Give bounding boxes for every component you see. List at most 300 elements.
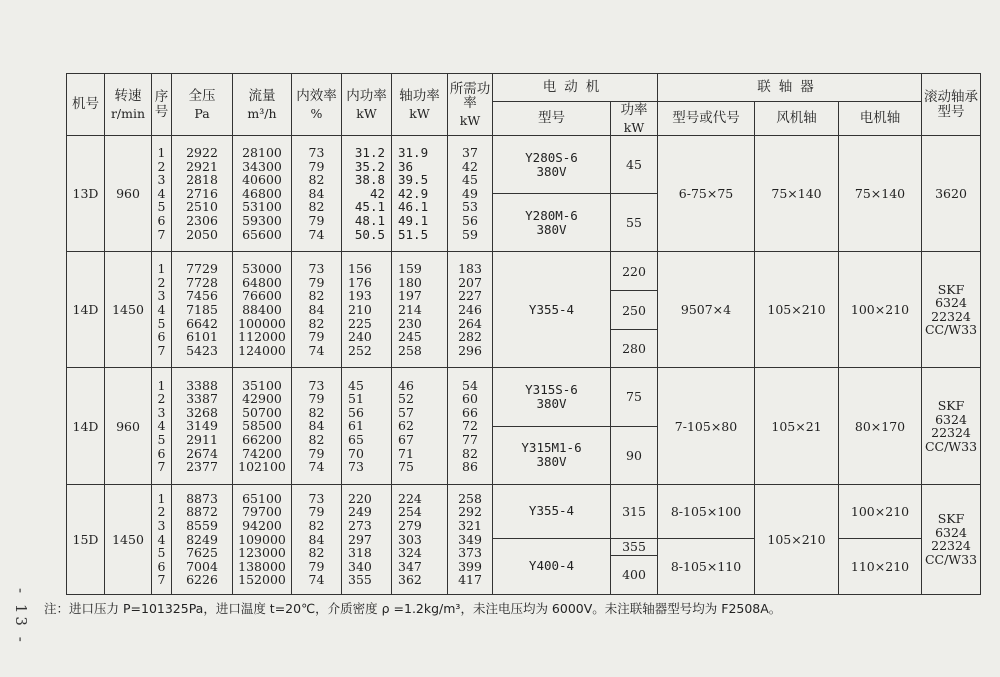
cell-line: 72 — [462, 418, 478, 434]
cell-line: 2 — [157, 391, 166, 407]
pressure-cell — [172, 252, 233, 368]
header-seq: 序号 — [152, 74, 172, 136]
cell-line: 7004 — [186, 558, 218, 574]
cell-line: 1 — [157, 261, 166, 277]
cell-line: 273 — [348, 517, 372, 533]
header-machine-no: 机号 — [67, 74, 105, 136]
motor-model-cell: Y280M-6 380V — [493, 194, 611, 252]
flow-cell — [233, 484, 292, 594]
cell-line: 279 — [398, 517, 422, 533]
flow-cell — [233, 136, 292, 252]
cell-line: 7 — [157, 572, 166, 588]
cell-line: 35.2 — [354, 158, 385, 174]
cell-line: 6324 — [935, 524, 967, 540]
cell-line: 6 — [157, 445, 166, 461]
cell-line: 3387 — [186, 391, 218, 407]
cell-line: 399 — [458, 558, 482, 574]
fan-spec-table — [66, 73, 981, 595]
cell-line: 45 — [348, 377, 364, 393]
cell-line: 82 — [308, 199, 325, 215]
cell-line: 252 — [348, 342, 372, 358]
cell-line: 82 — [308, 404, 325, 420]
cell-line: 5 — [157, 199, 166, 215]
efficiency-cell — [292, 368, 342, 484]
header-pressure: 全压 Pa — [172, 74, 233, 136]
machine-cell: 13D — [67, 136, 105, 252]
cell-line: 51.5 — [398, 226, 429, 242]
cell-line: 2818 — [186, 172, 218, 188]
cell-line: 46800 — [242, 185, 282, 201]
motor-model-cell: Y400-4 — [493, 538, 611, 594]
cell-line: 5 — [157, 545, 166, 561]
cell-line: 3 — [157, 172, 166, 188]
efficiency-cell — [292, 484, 342, 594]
cell-line: 73 — [308, 145, 325, 161]
header-motor-power: 功率 kW — [611, 102, 658, 136]
cell-line: 2911 — [186, 431, 218, 447]
shaft-power-cell — [392, 484, 448, 594]
cell-line: 224 — [398, 490, 422, 506]
motor-model-cell: Y355-4 — [493, 484, 611, 538]
cell-line: 73 — [348, 459, 364, 475]
cell-line: 8872 — [186, 504, 218, 520]
cell-line: 102100 — [238, 459, 286, 475]
cell-line: 77 — [462, 431, 478, 447]
cell-line: 7729 — [186, 261, 218, 277]
cell-line: 66 — [462, 404, 478, 420]
coupling-cell: 6-75×75 — [658, 136, 755, 252]
cell-line: 7456 — [186, 288, 218, 304]
cell-line: 240 — [348, 329, 372, 345]
header-bearing: 滚动轴承型号 — [922, 74, 981, 136]
cell-line: 82 — [308, 431, 325, 447]
cell-line: 282 — [458, 329, 482, 345]
header-coupling: 联轴器 — [658, 74, 922, 102]
cell-line: 84 — [308, 418, 325, 434]
cell-line: 73 — [308, 490, 325, 506]
cell-line: 2921 — [186, 158, 218, 174]
cell-line: 40600 — [242, 172, 282, 188]
motor-power-cell: 220 — [611, 252, 658, 291]
cell-line: 65100 — [242, 490, 282, 506]
motor-power-cell: 315 — [611, 484, 658, 538]
cell-line: 258 — [458, 490, 482, 506]
cell-line: 58500 — [242, 418, 282, 434]
motor-shaft-cell: 100×210 — [839, 484, 922, 538]
header-motor: 电动机 — [493, 74, 658, 102]
cell-line: 138000 — [238, 558, 286, 574]
cell-line: 73 — [308, 377, 325, 393]
cell-line: SKF — [937, 281, 965, 297]
cell-line: 37 — [462, 145, 478, 161]
cell-line: 6324 — [935, 295, 967, 311]
table-row — [67, 252, 981, 291]
internal-power-cell — [342, 484, 392, 594]
table-row — [67, 484, 981, 538]
cell-line: 74 — [308, 226, 325, 242]
motor-power-cell: 75 — [611, 368, 658, 426]
cell-line: 82 — [308, 172, 325, 188]
cell-line: 53 — [462, 199, 478, 215]
cell-line: 4 — [157, 302, 166, 318]
shaft-power-cell — [392, 368, 448, 484]
cell-line: 79 — [308, 274, 325, 290]
cell-line: 74 — [308, 572, 325, 588]
cell-line: 75 — [398, 459, 414, 475]
required-power-cell — [448, 368, 493, 484]
pressure-cell — [172, 484, 233, 594]
required-power-cell — [448, 252, 493, 368]
cell-line: 42 — [369, 185, 385, 201]
cell-line: 347 — [398, 558, 422, 574]
cell-line: 220 — [348, 490, 372, 506]
machine-cell: 15D — [67, 484, 105, 594]
coupling-cell: 8-105×100 — [658, 484, 755, 538]
internal-power-cell — [342, 136, 392, 252]
flow-cell — [233, 368, 292, 484]
seq-cell — [152, 136, 172, 252]
cell-line: 4 — [157, 418, 166, 434]
cell-line: 124000 — [238, 342, 286, 358]
cell-line: 2922 — [186, 145, 218, 161]
cell-line: 79 — [308, 213, 325, 229]
cell-line: 5 — [157, 315, 166, 331]
cell-line: 56 — [462, 213, 478, 229]
cell-line: 183 — [458, 261, 482, 277]
header-coupling-model: 型号或代号 — [658, 102, 755, 136]
cell-line: 76600 — [242, 288, 282, 304]
cell-line: 57 — [398, 404, 414, 420]
cell-line: 82 — [308, 517, 325, 533]
cell-line: SKF — [937, 397, 965, 413]
cell-line: 246 — [458, 302, 482, 318]
cell-line: 86 — [462, 459, 478, 475]
cell-line: 53000 — [242, 261, 282, 277]
cell-line: 207 — [458, 274, 482, 290]
cell-line: 197 — [398, 288, 422, 304]
machine-cell: 14D — [67, 368, 105, 484]
table-row — [67, 136, 981, 194]
header-flow: 流量 m³/h — [233, 74, 292, 136]
cell-line: 4 — [157, 185, 166, 201]
motor-shaft-cell: 100×210 — [839, 252, 922, 368]
internal-power-cell — [342, 368, 392, 484]
cell-line: 46.1 — [398, 199, 429, 215]
cell-line: 61 — [348, 418, 364, 434]
cell-line: 82 — [308, 288, 325, 304]
cell-line: 38.8 — [354, 172, 385, 188]
cell-line: 3149 — [186, 418, 218, 434]
cell-line: 373 — [458, 545, 482, 561]
motor-power-cell: 280 — [611, 330, 658, 368]
cell-line: 100000 — [238, 315, 286, 331]
cell-line: 6642 — [186, 315, 218, 331]
cell-line: 214 — [398, 302, 422, 318]
cell-line: 79 — [308, 504, 325, 520]
bearing-cell — [922, 136, 981, 252]
cell-line: 45 — [462, 172, 478, 188]
motor-model-cell: Y315S-6 380V — [493, 368, 611, 426]
cell-line: 34300 — [242, 158, 282, 174]
seq-cell — [152, 484, 172, 594]
speed-cell: 1450 — [105, 484, 152, 594]
bearing-cell — [922, 252, 981, 368]
cell-line: CC/W33 — [924, 551, 978, 567]
cell-line: 84 — [308, 302, 325, 318]
cell-line: 5 — [157, 431, 166, 447]
cell-line: 4 — [157, 531, 166, 547]
cell-line: 7625 — [186, 545, 218, 561]
cell-line: 5423 — [186, 342, 218, 358]
cell-line: 79 — [308, 329, 325, 345]
footnote: 注：进口压力 P=101325Pa，进口温度 t=20℃，介质密度 ρ =1.2kg/m³，未注电压均为 6000V。未注联轴器型号均为 F2508A。 — [44, 601, 782, 616]
header-motor-model: 型号 — [493, 102, 611, 136]
cell-line: 355 — [348, 572, 372, 588]
fan-shaft-cell: 105×210 — [755, 252, 839, 368]
cell-line: 74 — [308, 459, 325, 475]
cell-line: 6324 — [935, 411, 967, 427]
table-row — [67, 368, 981, 426]
cell-line: 296 — [458, 342, 482, 358]
cell-line: 48.1 — [354, 213, 385, 229]
cell-line: 84 — [308, 185, 325, 201]
cell-line: 2050 — [186, 226, 218, 242]
motor-shaft-cell: 110×210 — [839, 538, 922, 594]
machine-cell: 14D — [67, 252, 105, 368]
fan-shaft-cell: 75×140 — [755, 136, 839, 252]
motor-power-cell: 55 — [611, 194, 658, 252]
cell-line: 6 — [157, 329, 166, 345]
motor-power-cell: 400 — [611, 555, 658, 594]
cell-line: 230 — [398, 315, 422, 331]
header-internal-power: 内功率 kW — [342, 74, 392, 136]
cell-line: 362 — [398, 572, 422, 588]
pressure-cell — [172, 368, 233, 484]
cell-line: 71 — [398, 445, 414, 461]
cell-line: 22324 — [931, 538, 971, 554]
cell-line: 349 — [458, 531, 482, 547]
cell-line: CC/W33 — [924, 322, 978, 338]
header-speed: 转速 r/min — [105, 74, 152, 136]
cell-line: 2674 — [186, 445, 218, 461]
cell-line: 39.5 — [398, 172, 429, 188]
cell-line: 2510 — [186, 199, 218, 215]
coupling-cell: 7-105×80 — [658, 368, 755, 484]
cell-line: 79 — [308, 445, 325, 461]
cell-line: 7 — [157, 459, 166, 475]
motor-model-cell: Y280S-6 380V — [493, 136, 611, 194]
motor-power-cell: 250 — [611, 291, 658, 330]
cell-line: 74200 — [242, 445, 282, 461]
bearing-cell — [922, 484, 981, 594]
cell-line: 7185 — [186, 302, 218, 318]
cell-line: 258 — [398, 342, 422, 358]
seq-cell — [152, 368, 172, 484]
cell-line: 49.1 — [398, 213, 429, 229]
cell-line: 36 — [398, 158, 414, 174]
flow-cell — [233, 252, 292, 368]
cell-line: 59300 — [242, 213, 282, 229]
header-motor-shaft: 电机轴 — [839, 102, 922, 136]
cell-line: 79 — [308, 558, 325, 574]
motor-shaft-cell: 80×170 — [839, 368, 922, 484]
cell-line: 74 — [308, 342, 325, 358]
header-efficiency: 内效率 % — [292, 74, 342, 136]
cell-line: 3620 — [935, 185, 967, 201]
cell-line: 50700 — [242, 404, 282, 420]
coupling-cell: 9507×4 — [658, 252, 755, 368]
cell-line: 245 — [398, 329, 422, 345]
cell-line: 227 — [458, 288, 482, 304]
cell-line: 88400 — [242, 302, 282, 318]
cell-line: 152000 — [238, 572, 286, 588]
cell-line: 52 — [398, 391, 414, 407]
cell-line: 82 — [308, 315, 325, 331]
cell-line: 84 — [308, 531, 325, 547]
cell-line: 79700 — [242, 504, 282, 520]
efficiency-cell — [292, 252, 342, 368]
cell-line: 123000 — [238, 545, 286, 561]
motor-model-cell: Y315M1-6 380V — [493, 426, 611, 484]
seq-cell — [152, 252, 172, 368]
cell-line: 3 — [157, 404, 166, 420]
speed-cell: 960 — [105, 136, 152, 252]
speed-cell: 960 — [105, 368, 152, 484]
cell-line: 35100 — [242, 377, 282, 393]
cell-line: 46 — [398, 377, 414, 393]
cell-line: 176 — [348, 274, 372, 290]
motor-power-cell: 90 — [611, 426, 658, 484]
cell-line: 82 — [308, 545, 325, 561]
cell-line: 225 — [348, 315, 372, 331]
cell-line: 66200 — [242, 431, 282, 447]
cell-line: 8249 — [186, 531, 218, 547]
required-power-cell — [448, 484, 493, 594]
shaft-power-cell — [392, 136, 448, 252]
cell-line: 2 — [157, 504, 166, 520]
motor-shaft-cell: 75×140 — [839, 136, 922, 252]
cell-line: 193 — [348, 288, 372, 304]
cell-line: 6226 — [186, 572, 218, 588]
fan-shaft-cell: 105×21 — [755, 368, 839, 484]
cell-line: 3 — [157, 288, 166, 304]
pressure-cell — [172, 136, 233, 252]
cell-line: 7 — [157, 226, 166, 242]
cell-line: 7 — [157, 342, 166, 358]
cell-line: 31.9 — [398, 145, 429, 161]
cell-line: 321 — [458, 517, 482, 533]
coupling-cell: 8-105×110 — [658, 538, 755, 594]
cell-line: 6 — [157, 213, 166, 229]
cell-line: 67 — [398, 431, 414, 447]
cell-line: 8873 — [186, 490, 218, 506]
cell-line: 297 — [348, 531, 372, 547]
page-number: - 13 - — [12, 588, 30, 645]
required-power-cell — [448, 136, 493, 252]
cell-line: 82 — [462, 445, 478, 461]
cell-line: 42.9 — [398, 185, 429, 201]
header-fan-shaft: 风机轴 — [755, 102, 839, 136]
cell-line: 1 — [157, 145, 166, 161]
cell-line: 53100 — [242, 199, 282, 215]
cell-line: 109000 — [238, 531, 286, 547]
fan-shaft-cell: 105×210 — [755, 484, 839, 594]
cell-line: 79 — [308, 391, 325, 407]
cell-line: 254 — [398, 504, 422, 520]
cell-line: 50.5 — [354, 226, 385, 242]
cell-line: 303 — [398, 531, 422, 547]
cell-line: 1 — [157, 490, 166, 506]
cell-line: 54 — [462, 377, 478, 393]
header-required-power: 所需功率 kW — [448, 74, 493, 136]
cell-line: SKF — [937, 511, 965, 527]
cell-line: 73 — [308, 261, 325, 277]
motor-power-cell: 355 — [611, 538, 658, 555]
cell-line: 318 — [348, 545, 372, 561]
cell-line: 59 — [462, 226, 478, 242]
internal-power-cell — [342, 252, 392, 368]
speed-cell: 1450 — [105, 252, 152, 368]
cell-line: 70 — [348, 445, 364, 461]
cell-line: 42900 — [242, 391, 282, 407]
cell-line: 3268 — [186, 404, 218, 420]
cell-line: 31.2 — [354, 145, 385, 161]
cell-line: 22324 — [931, 308, 971, 324]
cell-line: 292 — [458, 504, 482, 520]
motor-model-cell: Y355-4 — [493, 252, 611, 368]
cell-line: 159 — [398, 261, 422, 277]
cell-line: 210 — [348, 302, 372, 318]
cell-line: 324 — [398, 545, 422, 561]
cell-line: 94200 — [242, 517, 282, 533]
cell-line: 264 — [458, 315, 482, 331]
cell-line: 2306 — [186, 213, 218, 229]
cell-line: 22324 — [931, 425, 971, 441]
cell-line: 60 — [462, 391, 478, 407]
motor-power-cell: 45 — [611, 136, 658, 194]
bearing-cell — [922, 368, 981, 484]
cell-line: 3 — [157, 517, 166, 533]
cell-line: 79 — [308, 158, 325, 174]
cell-line: 6101 — [186, 329, 218, 345]
cell-line: 2377 — [186, 459, 218, 475]
cell-line: 2 — [157, 274, 166, 290]
cell-line: CC/W33 — [924, 438, 978, 454]
cell-line: 340 — [348, 558, 372, 574]
cell-line: 417 — [458, 572, 482, 588]
cell-line: 7728 — [186, 274, 218, 290]
cell-line: 62 — [398, 418, 414, 434]
cell-line: 112000 — [238, 329, 286, 345]
cell-line: 65 — [348, 431, 364, 447]
cell-line: 49 — [462, 185, 478, 201]
cell-line: 28100 — [242, 145, 282, 161]
cell-line: 249 — [348, 504, 372, 520]
cell-line: 42 — [462, 158, 478, 174]
cell-line: 56 — [348, 404, 364, 420]
cell-line: 1 — [157, 377, 166, 393]
cell-line: 64800 — [242, 274, 282, 290]
cell-line: 51 — [348, 391, 364, 407]
cell-line: 8559 — [186, 517, 218, 533]
efficiency-cell — [292, 136, 342, 252]
cell-line: 6 — [157, 558, 166, 574]
cell-line: 2 — [157, 158, 166, 174]
cell-line: 45.1 — [354, 199, 385, 215]
cell-line: 65600 — [242, 226, 282, 242]
cell-line: 180 — [398, 274, 422, 290]
cell-line: 3388 — [186, 377, 218, 393]
